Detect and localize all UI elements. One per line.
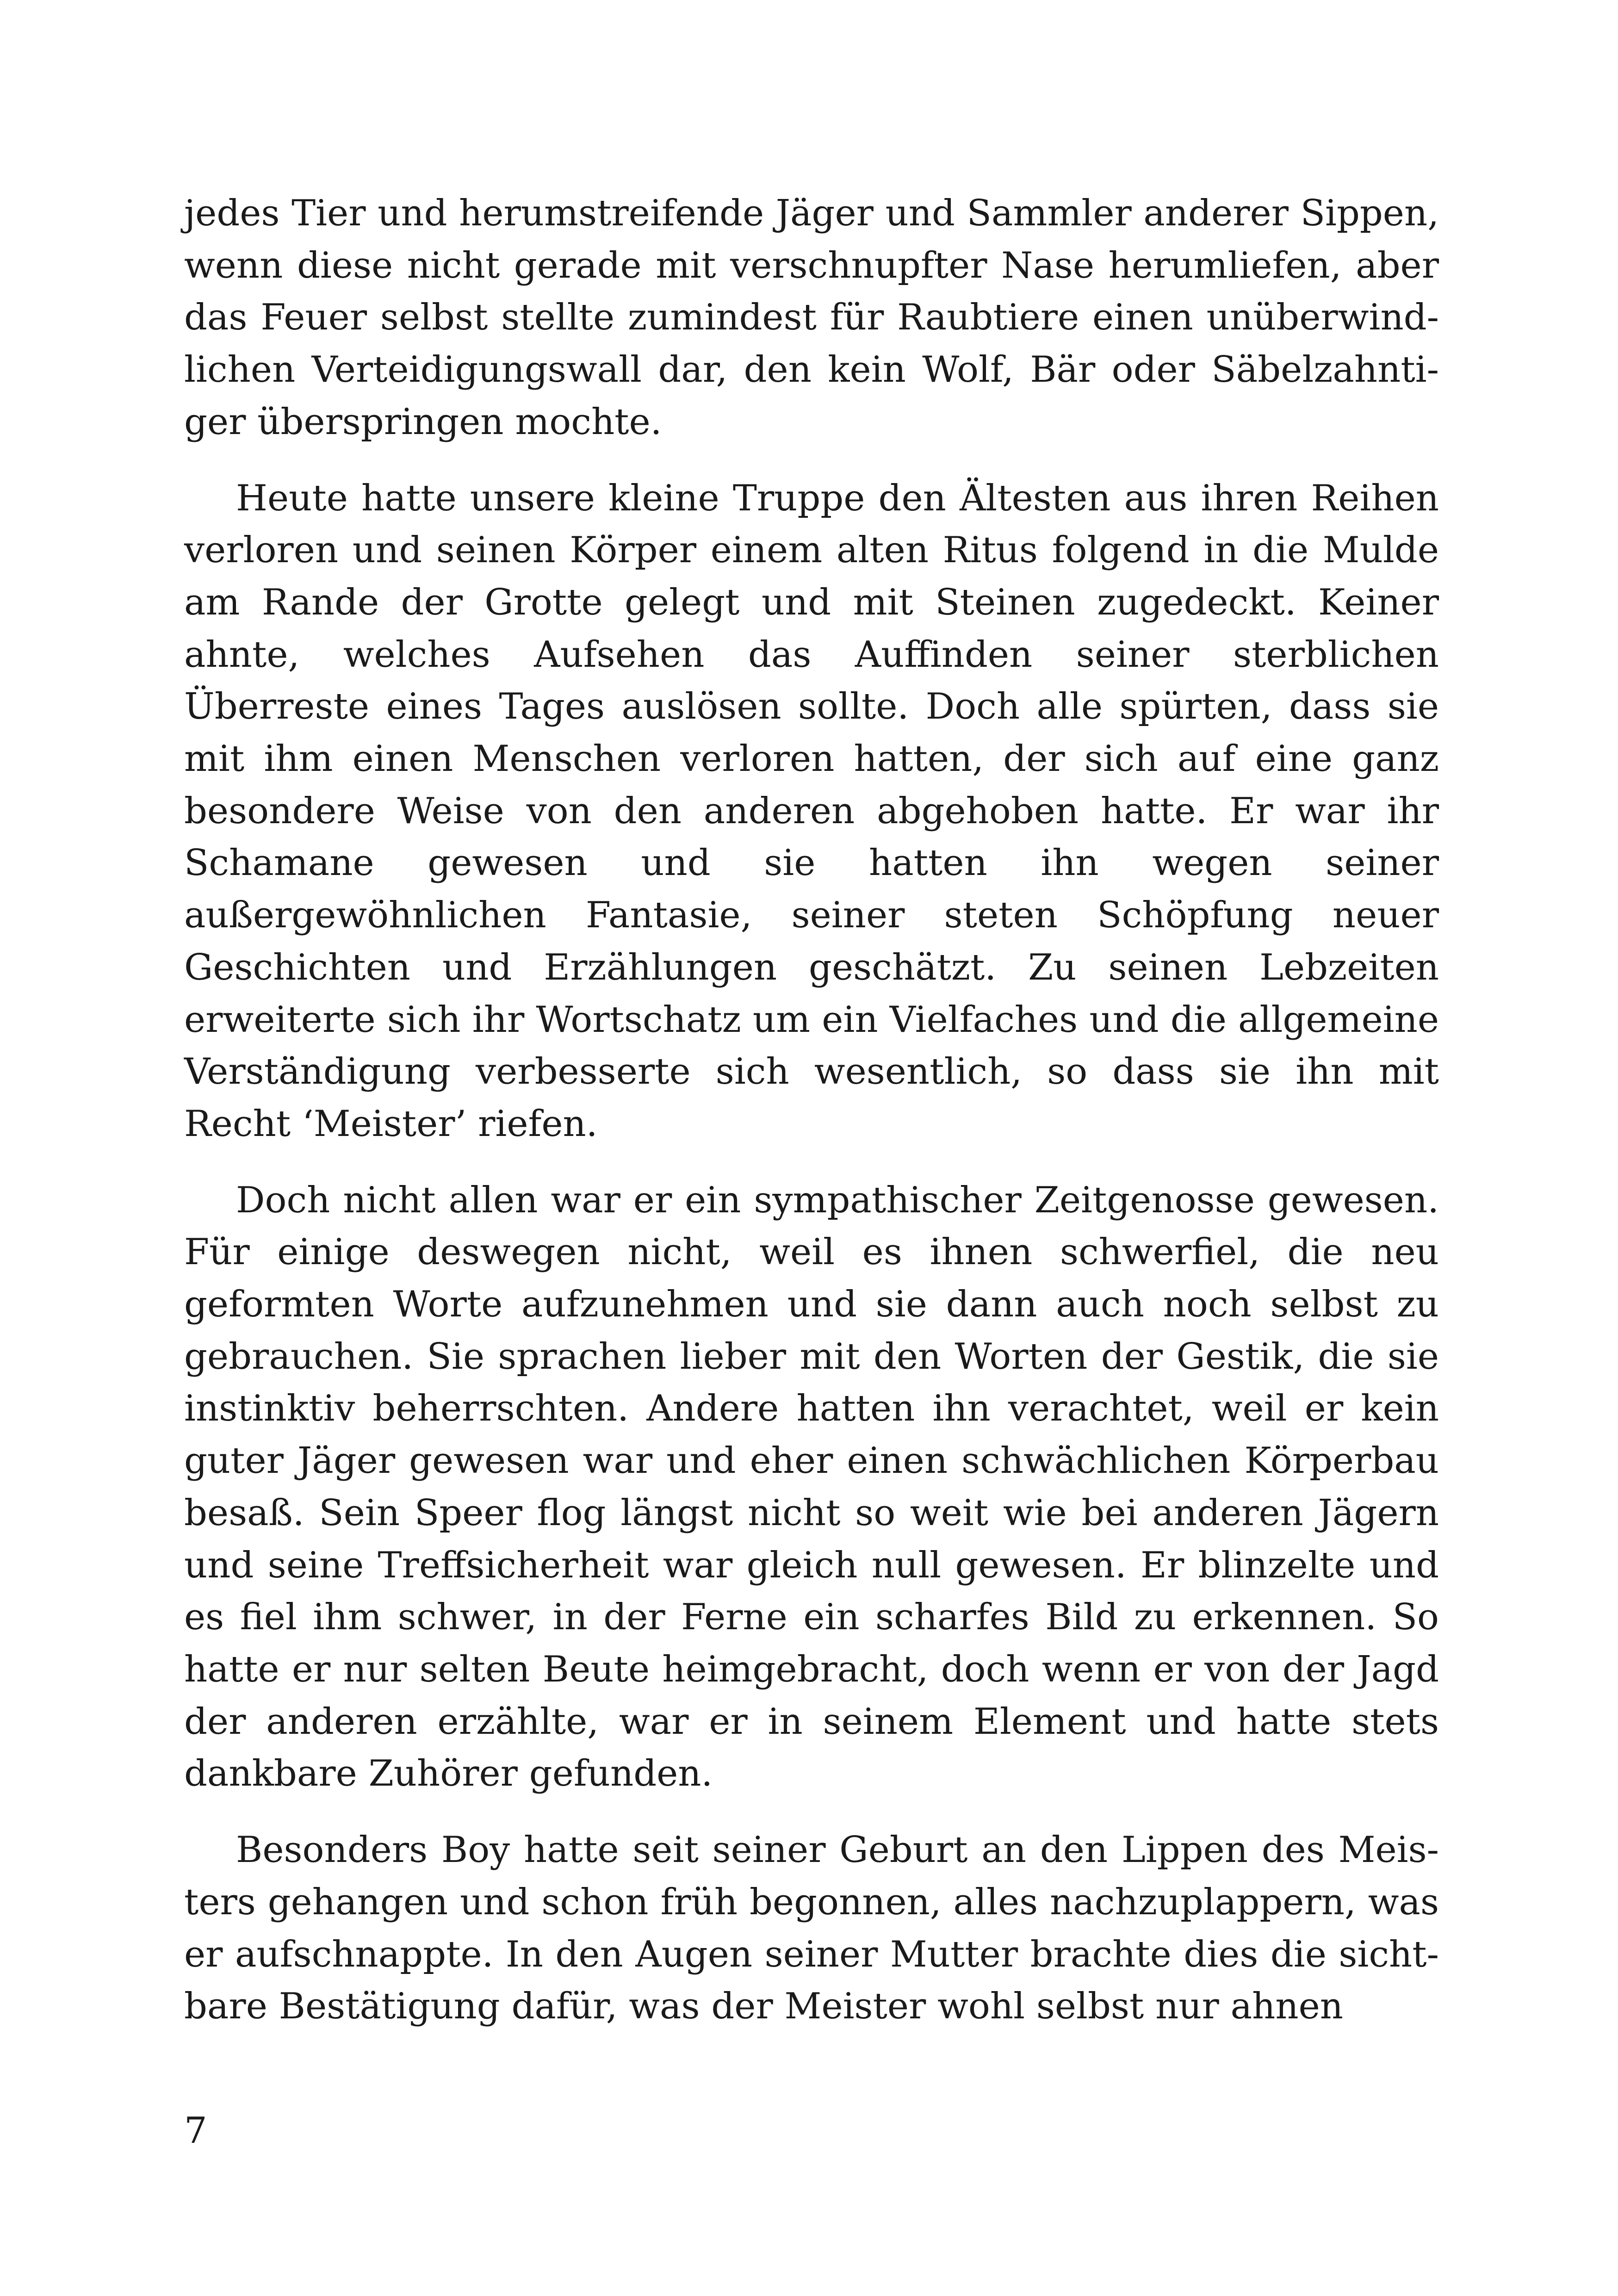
- paragraph-3: Doch nicht allen war er ein sympathischer Zeitgenosse gewesen. Für einige deswegen nicht, weil es ihnen schwerfiel, die neu geformten Worte aufzunehmen und sie dann auch noch selbst zu gebrauchen. Sie sprachen lieber mit den Worten der Gestik, die sie instinktiv beherrschten. Andere hatten ihn verachtet, weil er kein guter Jäger gewesen war und eher einen schwächlichen Körperbau besaß. Sein Speer flog längst nicht so weit wie bei anderen Jägern und seine Treffsicherheit war gleich null gewesen. Er blinzelte und es fiel ihm schwer, in der Ferne ein scharfes Bild zu erkennen. So hatte er nur selten Beute heimgebracht, doch wenn er von der Jagd der anderen erzählte, war er in seinem Element und hatte stets dankbare Zuhörer gefunden.: [184, 1179, 1439, 1795]
- paragraph-4: Besonders Boy hatte seit seiner Geburt an den Lippen des Meisters gehangen und schon früh begonnen, alles nachzuplappern, was er aufschnappte. In den Augen seiner Mutter brachte dies die sichtbare Bestätigung dafür, was der Meister wohl selbst nur ahnen: [184, 1829, 1439, 2028]
- paragraph-1: jedes Tier und herumstreifende Jäger und Sammler anderer Sippen, wenn diese nicht gerade mit verschnupfter Nase herumliefen, aber das Feuer selbst stellte zumindest für Raubtiere einen unüberwindlichen Verteidigungswall dar, den kein Wolf, Bär oder Säbelzahntiger überspringen mochte.: [184, 192, 1439, 443]
- body-text: [184, 187, 1439, 2057]
- page-number: 7: [184, 2110, 207, 2152]
- paragraph-2: Heute hatte unsere kleine Truppe den Ältesten aus ihren Reihen verloren und seinen Körper einem alten Ritus folgend in die Mulde am Rande der Grotte gelegt und mit Steinen zugedeckt. Keiner ahnte, welches Aufsehen das Auffinden seiner sterblichen Überreste eines Tages auslösen sollte. Doch alle spürten, dass sie mit ihm einen Menschen verloren hatten, der sich auf eine ganz besondere Weise von den anderen abgehoben hatte. Er war ihr Schamane gewesen und sie hatten ihn wegen seiner außergewöhnlichen Fantasie, seiner steten Schöpfung neuer Geschichten und Erzählungen geschätzt. Zu seinen Lebzeiten erweiterte sich ihr Wortschatz um ein Vielfaches und die allgemeine Verständigung verbesserte sich wesentlich, so dass sie ihn mit Recht ‘Meister’ riefen.: [184, 477, 1439, 1145]
